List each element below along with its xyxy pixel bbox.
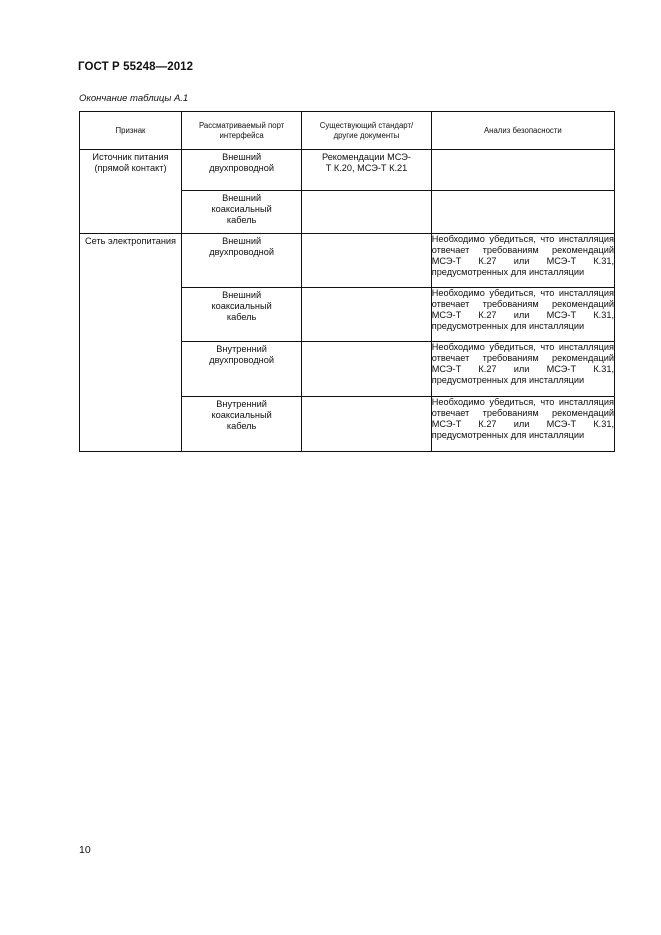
standard-cell <box>302 342 432 397</box>
table-header-row <box>80 112 615 150</box>
table-caption: Окончание таблицы А.1 <box>79 93 189 104</box>
analysis-cell: Необходимо убедиться, что инсталляция отвечает требованиям рекомендаций МСЭ-Т К.27 или МСЭ-Т К.31, предусмотренных для инсталляции <box>431 397 614 452</box>
document-title: ГОСТ Р 55248—2012 <box>78 61 194 73</box>
standard-cell <box>302 191 432 234</box>
column-header-interface-port: Рассматриваемый порт интерфейса <box>182 112 302 150</box>
analysis-cell <box>431 191 614 234</box>
column-header-standard: Существующий стандарт/другие документы <box>302 112 432 150</box>
analysis-cell: Необходимо убедиться, что инсталляция отвечает требованиям рекомендаций МСЭ-Т К.27 или МСЭ-Т К.31, предусмотренных для инсталляции <box>431 234 614 288</box>
standard-cell <box>302 234 432 288</box>
analysis-cell <box>431 150 614 191</box>
port-cell: Внешний двухпроводной <box>182 234 302 288</box>
standard-cell: Рекомендации МСЭ-Т К.20, МСЭ-Т К.21 <box>302 150 432 191</box>
security-analysis-table <box>79 111 615 452</box>
standard-cell <box>302 288 432 342</box>
column-header-feature: Признак <box>80 112 182 150</box>
column-header-security-analysis: Анализ безопасности <box>431 112 614 150</box>
table-row <box>80 150 615 191</box>
standard-cell <box>302 397 432 452</box>
port-cell: Внешний коаксиальный кабель <box>182 191 302 234</box>
port-cell: Внешний двухпроводной <box>182 150 302 191</box>
feature-cell: Сеть электропитания <box>80 234 182 452</box>
table-row <box>80 234 615 288</box>
feature-cell: Источник питания (прямой контакт) <box>80 150 182 234</box>
port-cell: Внутренний двухпроводной <box>182 342 302 397</box>
port-cell: Внутренний коаксиальный кабель <box>182 397 302 452</box>
analysis-cell: Необходимо убедиться, что инсталляция отвечает требованиям рекомендаций МСЭ-Т К.27 или МСЭ-Т К.31, предусмотренных для инсталляции <box>431 342 614 397</box>
port-cell: Внешний коаксиальный кабель <box>182 288 302 342</box>
page-number: 10 <box>79 844 91 856</box>
analysis-cell: Необходимо убедиться, что инсталляция отвечает требованиям рекомендаций МСЭ-Т К.27 или МСЭ-Т К.31, предусмотренных для инсталляции <box>431 288 614 342</box>
